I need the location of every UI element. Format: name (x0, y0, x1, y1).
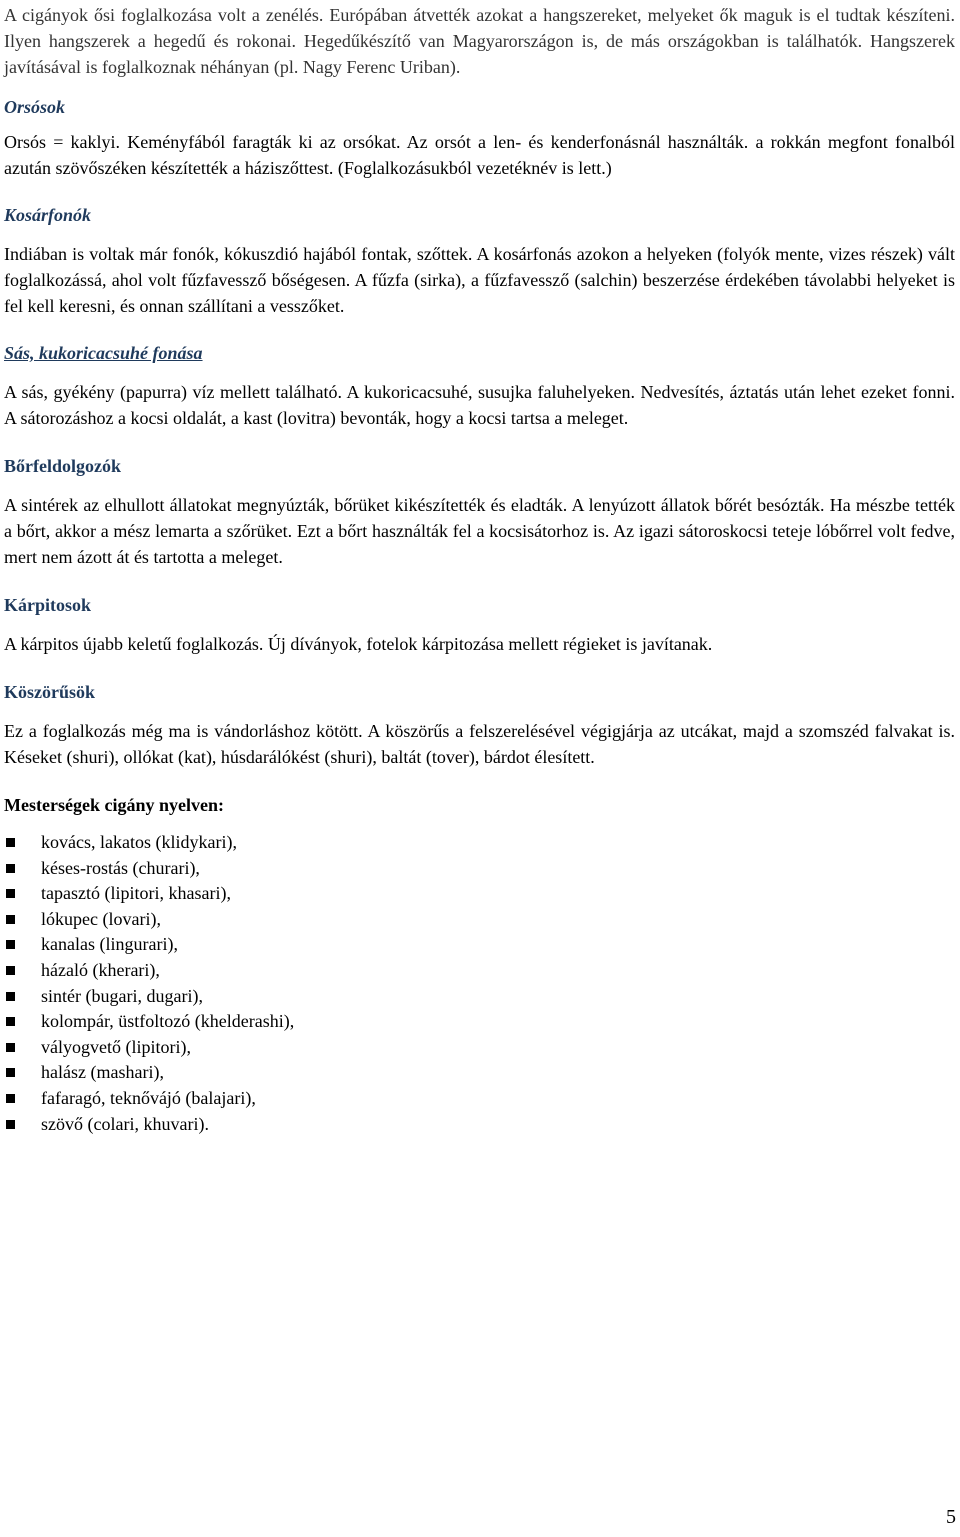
square-bullet-icon (6, 1017, 15, 1026)
square-bullet-icon (6, 992, 15, 1001)
crafts-heading: Mesterségek cigány nyelven: (4, 795, 224, 815)
section-text-karpitosok: A kárpitos újabb keletű foglalkozás. Új díványok, fotelok kárpitozása mellett régieket is javítanak. (4, 634, 713, 654)
list-item: késes-rostás (churari), (4, 856, 955, 882)
list-item: vályogvető (lipitori), (4, 1035, 955, 1061)
intro-paragraph: A cigányok ősi foglalkozása volt a zenélés. Európában átvették azokat a hangszereket, melyeket ők maguk is el tudtak készíteni. Ilyen hangszerek a hegedű és rokonai. Hegedűkészítő van Magyarországon is, de más országokban is találhatók. Hangszerek javításával is foglalkoznak néhányan (pl. Nagy Ferenc Uriban). (4, 5, 955, 77)
list-item: kanalas (lingurari), (4, 932, 955, 958)
section-heading-orsosok: Orsósok (4, 97, 66, 117)
crafts-list (4, 830, 955, 1137)
list-item: kolompár, üstfoltozó (khelderashi), (4, 1009, 955, 1035)
square-bullet-icon (6, 1120, 15, 1129)
section-text-orsosok: Orsós = kaklyi. Keményfából faragták ki az orsókat. Az orsót a len- és kenderfonásnál használták. a rokkán megfont fonalból azután szövőszéken készítették a háziszőttest. (Foglalkozásukból vezetéknév is lett.) (4, 132, 955, 178)
list-item: kovács, lakatos (klidykari), (4, 830, 955, 856)
section-text-borfeldolgozok: A sintérek az elhullott állatokat megnyúzták, bőrüket kikészítették és eladták. A lenyúzott állatok bőrét besózták. Ha mészbe tették a bőrt, akkor a mész lemarta a szőrüket. Ezt a bőrt használták fel a kocsisátorhoz is. Az igazi sátoroskocsi teteje lóbőrrel volt fedve, mert nem ázott át és tartotta a meleget. (4, 495, 955, 567)
square-bullet-icon (6, 1068, 15, 1077)
list-item: sintér (bugari, dugari), (4, 984, 955, 1010)
section-text-kosarfonok: Indiában is voltak már fonók, kókuszdió hajából fontak, szőttek. A kosárfonás azokon a helyeken (folyók mente, vizes részek) vált foglalkozássá, ahol volt fűzfavessző bőségesen. A fűzfa (sirka), a fűzfavessző (salchin) beszerzése érdekében távolabbi helyeket is fel kell keresni, és onnan szállítani a vesszőket. (4, 244, 955, 316)
square-bullet-icon (6, 864, 15, 873)
square-bullet-icon (6, 1043, 15, 1052)
list-item: fafaragó, teknővájó (balajari), (4, 1086, 955, 1112)
square-bullet-icon (6, 838, 15, 847)
list-item: halász (mashari), (4, 1060, 955, 1086)
section-text-koszorusok: Ez a foglalkozás még ma is vándorláshoz kötött. A köszörűs a felszerelésével végigjárja az utcákat, majd a szomszéd falvakat is. Késeket (shuri), ollókat (kat), húsdarálókést (shuri), baltát (tover), bárdot élesített. (4, 721, 955, 767)
section-heading-kosarfonok: Kosárfonók (4, 205, 92, 225)
section-heading-koszorusok: Köszörűsök (4, 682, 96, 702)
square-bullet-icon (6, 915, 15, 924)
square-bullet-icon (6, 1094, 15, 1103)
section-heading-sas: Sás, kukoricacsuhé fonása (4, 343, 203, 363)
section-heading-karpitosok: Kárpitosok (4, 595, 92, 615)
square-bullet-icon (6, 966, 15, 975)
square-bullet-icon (6, 889, 15, 898)
section-text-sas: A sás, gyékény (papurra) víz mellett található. A kukoricacsuhé, susujka faluhelyeken. Nedvesítés, áztatás után lehet ezeket fonni. A sátorozáshoz a kocsi oldalát, a kast (lovitra) bevonták, hogy a kocsi tartsa a meleget. (4, 382, 955, 428)
list-item: házaló (kherari), (4, 958, 955, 984)
list-item: tapasztó (lipitori, khasari), (4, 881, 955, 907)
section-heading-borfeldolgozok: Bőrfeldolgozók (4, 456, 121, 476)
page-number: 5 (946, 1506, 956, 1528)
square-bullet-icon (6, 940, 15, 949)
list-item: lókupec (lovari), (4, 907, 955, 933)
list-item: szövő (colari, khuvari). (4, 1112, 955, 1138)
document-page (4, 0, 955, 1137)
